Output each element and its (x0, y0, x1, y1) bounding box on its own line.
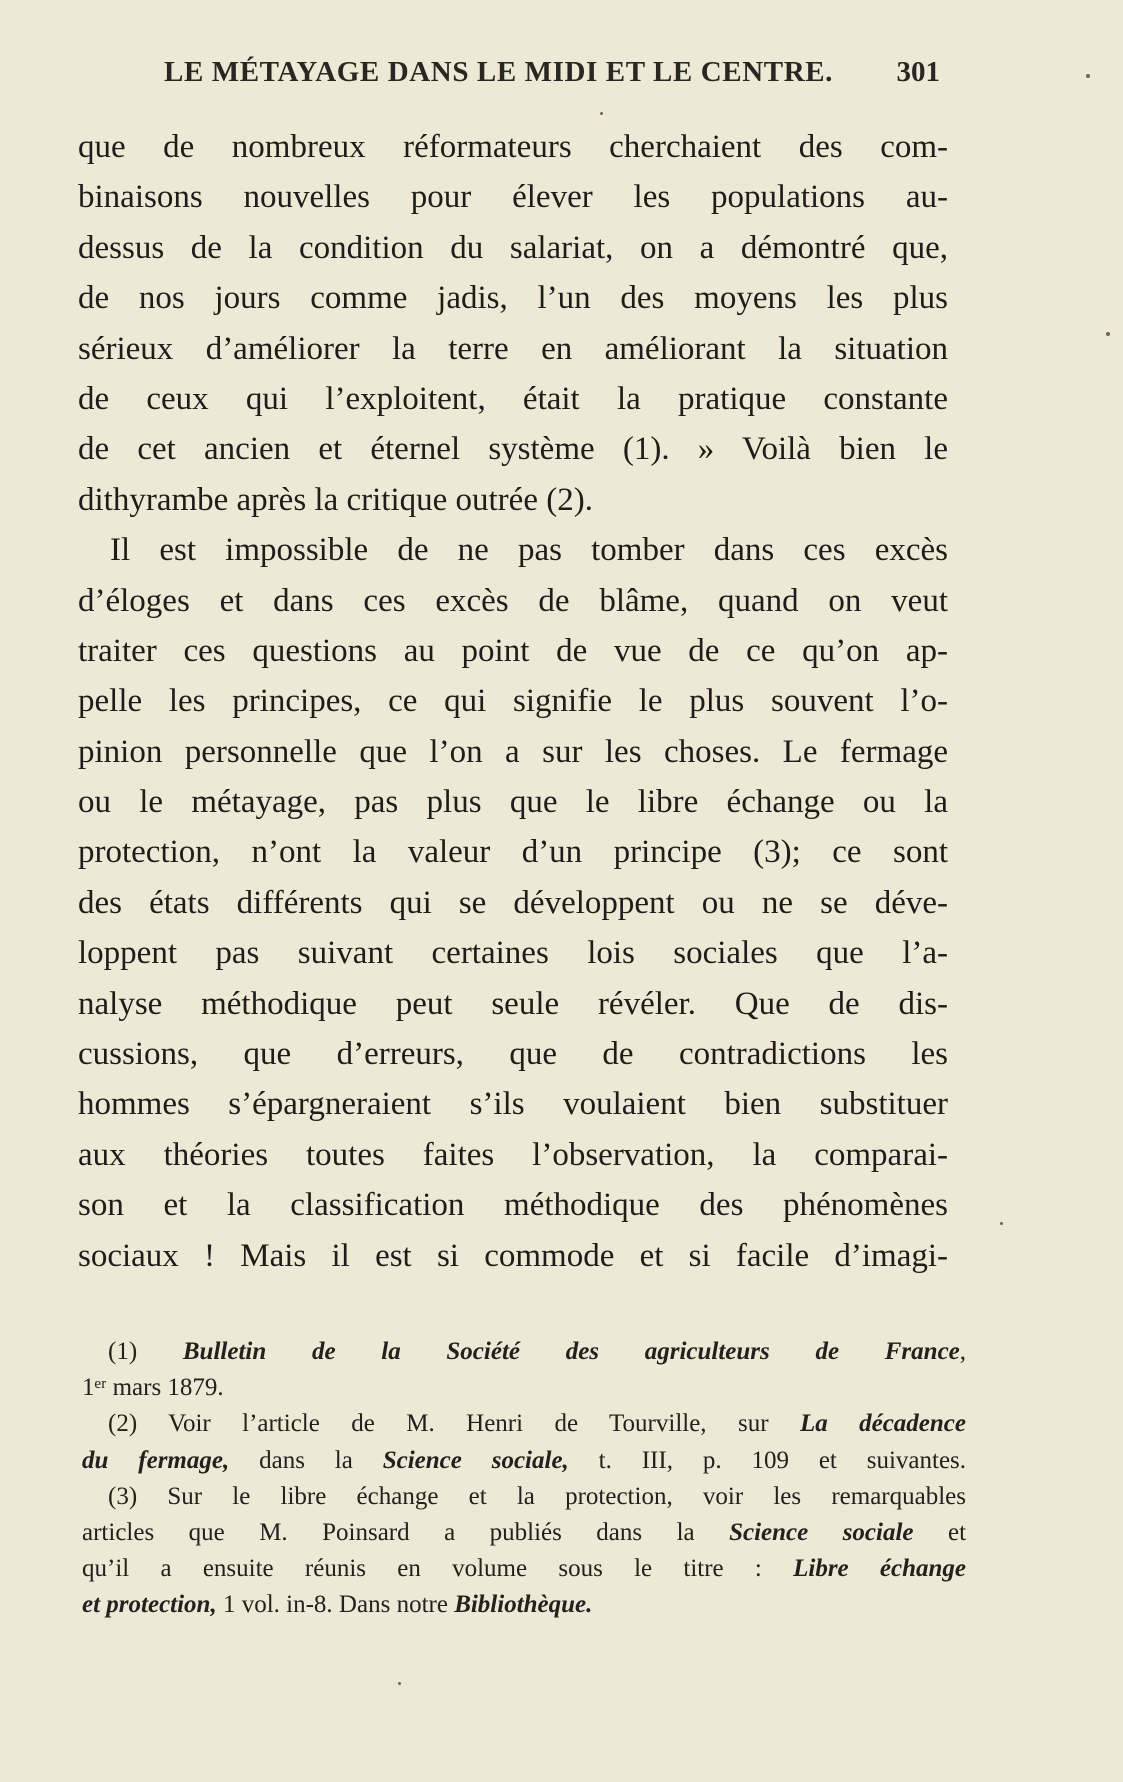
footnote-3-line-2 (82, 1515, 966, 1551)
body-line: que de nombreux réformateurs cherchaient des com- (78, 129, 948, 165)
page-header (78, 52, 940, 96)
footnote-marker: (1) (108, 1338, 138, 1365)
body-line: aux théories toutes faites l’observation, la comparai- (78, 1136, 948, 1173)
body-line: cussions, que d’erreurs, que de contradictions les (78, 1036, 948, 1073)
paper-speck (600, 112, 603, 115)
body-line: son et la classification méthodique des phénomènes (78, 1187, 948, 1224)
footnote-italic: Libre échange (793, 1555, 967, 1583)
footnote-italic: Science sociale (729, 1518, 914, 1546)
footnote-italic: et protection, (82, 1591, 217, 1619)
footnote-1-line-2: 1ᵉʳ mars 1879. (82, 1374, 224, 1402)
body-line: binaisons nouvelles pour élever les populations au- (78, 179, 948, 216)
footnote-2-line-2 (82, 1443, 966, 1479)
footnote-2-line-1 (82, 1406, 966, 1442)
footnote-punct: , (959, 1338, 967, 1365)
footnote-italic: Bibliothèque. (454, 1591, 593, 1619)
body-line: pelle les principes, ce qui signifie le plus souvent l’o- (78, 683, 948, 720)
body-line: des états différents qui se développent ou ne se déve- (78, 884, 948, 921)
footnote-1-line-1 (82, 1334, 966, 1370)
body-line: loppent pas suivant certaines lois sociales que l’a- (78, 935, 948, 972)
running-head: LE MÉTAYAGE DANS LE MIDI ET LE CENTRE. (164, 56, 834, 88)
paper-speck (1086, 74, 1090, 78)
footnote-3-line-3 (82, 1551, 966, 1587)
footnote-title: Bulletin de la Société des agriculteurs de France (182, 1338, 960, 1365)
body-line: traiter ces questions au point de vue de ce qu’on ap- (78, 632, 948, 669)
body-line: protection, n’ont la valeur d’un principe (3); ce sont (78, 834, 948, 871)
paper-speck (1000, 1222, 1003, 1225)
paragraph-start-line: Il est impossible de ne pas tomber dans ces excès (110, 532, 948, 569)
body-line: sérieux d’améliorer la terre en améliorant la situation (78, 330, 948, 367)
footnote-text: qu’il a ensuite réunis en volume sous le titre : (82, 1555, 762, 1583)
body-line: d’éloges et dans ces excès de blâme, quand on veut (78, 582, 948, 619)
body-line: de nos jours comme jadis, l’un des moyens les plus (78, 280, 948, 317)
paper-speck (1106, 332, 1110, 336)
footnote-3-line-4 (82, 1587, 966, 1623)
body-line: dithyrambe après la critique outrée (2). (78, 481, 593, 518)
footnote-text: (2) Voir l’article de M. Henri de Tourville, sur (108, 1410, 769, 1438)
body-line: pinion personnelle que l’on a sur les choses. Le fermage (78, 733, 948, 770)
footnote-text: et (948, 1518, 967, 1546)
body-line: de cet ancien et éternel système (1). » Voilà bien le (78, 431, 948, 468)
body-line: sociaux ! Mais il est si commode et si facile d’imagi- (78, 1237, 948, 1274)
footnote-text: t. III, p. 109 et suivantes. (598, 1446, 967, 1474)
footnotes (82, 1334, 966, 1624)
footnote-text: dans la (259, 1446, 353, 1474)
footnote-text: 1 vol. in-8. Dans notre (222, 1591, 448, 1619)
body-text (78, 122, 948, 1281)
footnote-italic: du fermage, (82, 1446, 230, 1474)
footnote-text: articles que M. Poinsard a publiés dans la (82, 1518, 695, 1546)
body-line: de ceux qui l’exploitent, était la pratique constante (78, 380, 948, 417)
body-line: nalyse méthodique peut seule révéler. Que de dis- (78, 985, 948, 1022)
footnote-3-line-1: (3) Sur le libre échange et la protection, voir les remarquables (108, 1482, 966, 1510)
body-line: dessus de la condition du salariat, on a démontré que, (78, 229, 948, 266)
footnote-italic: La décadence (799, 1410, 967, 1438)
paper-speck (398, 1682, 401, 1685)
body-line: hommes s’épargneraient s’ils voulaient bien substituer (78, 1086, 948, 1123)
footnote-italic: Science sociale, (382, 1446, 569, 1474)
body-line: ou le métayage, pas plus que le libre échange ou la (78, 784, 948, 821)
page-number: 301 (896, 56, 940, 88)
